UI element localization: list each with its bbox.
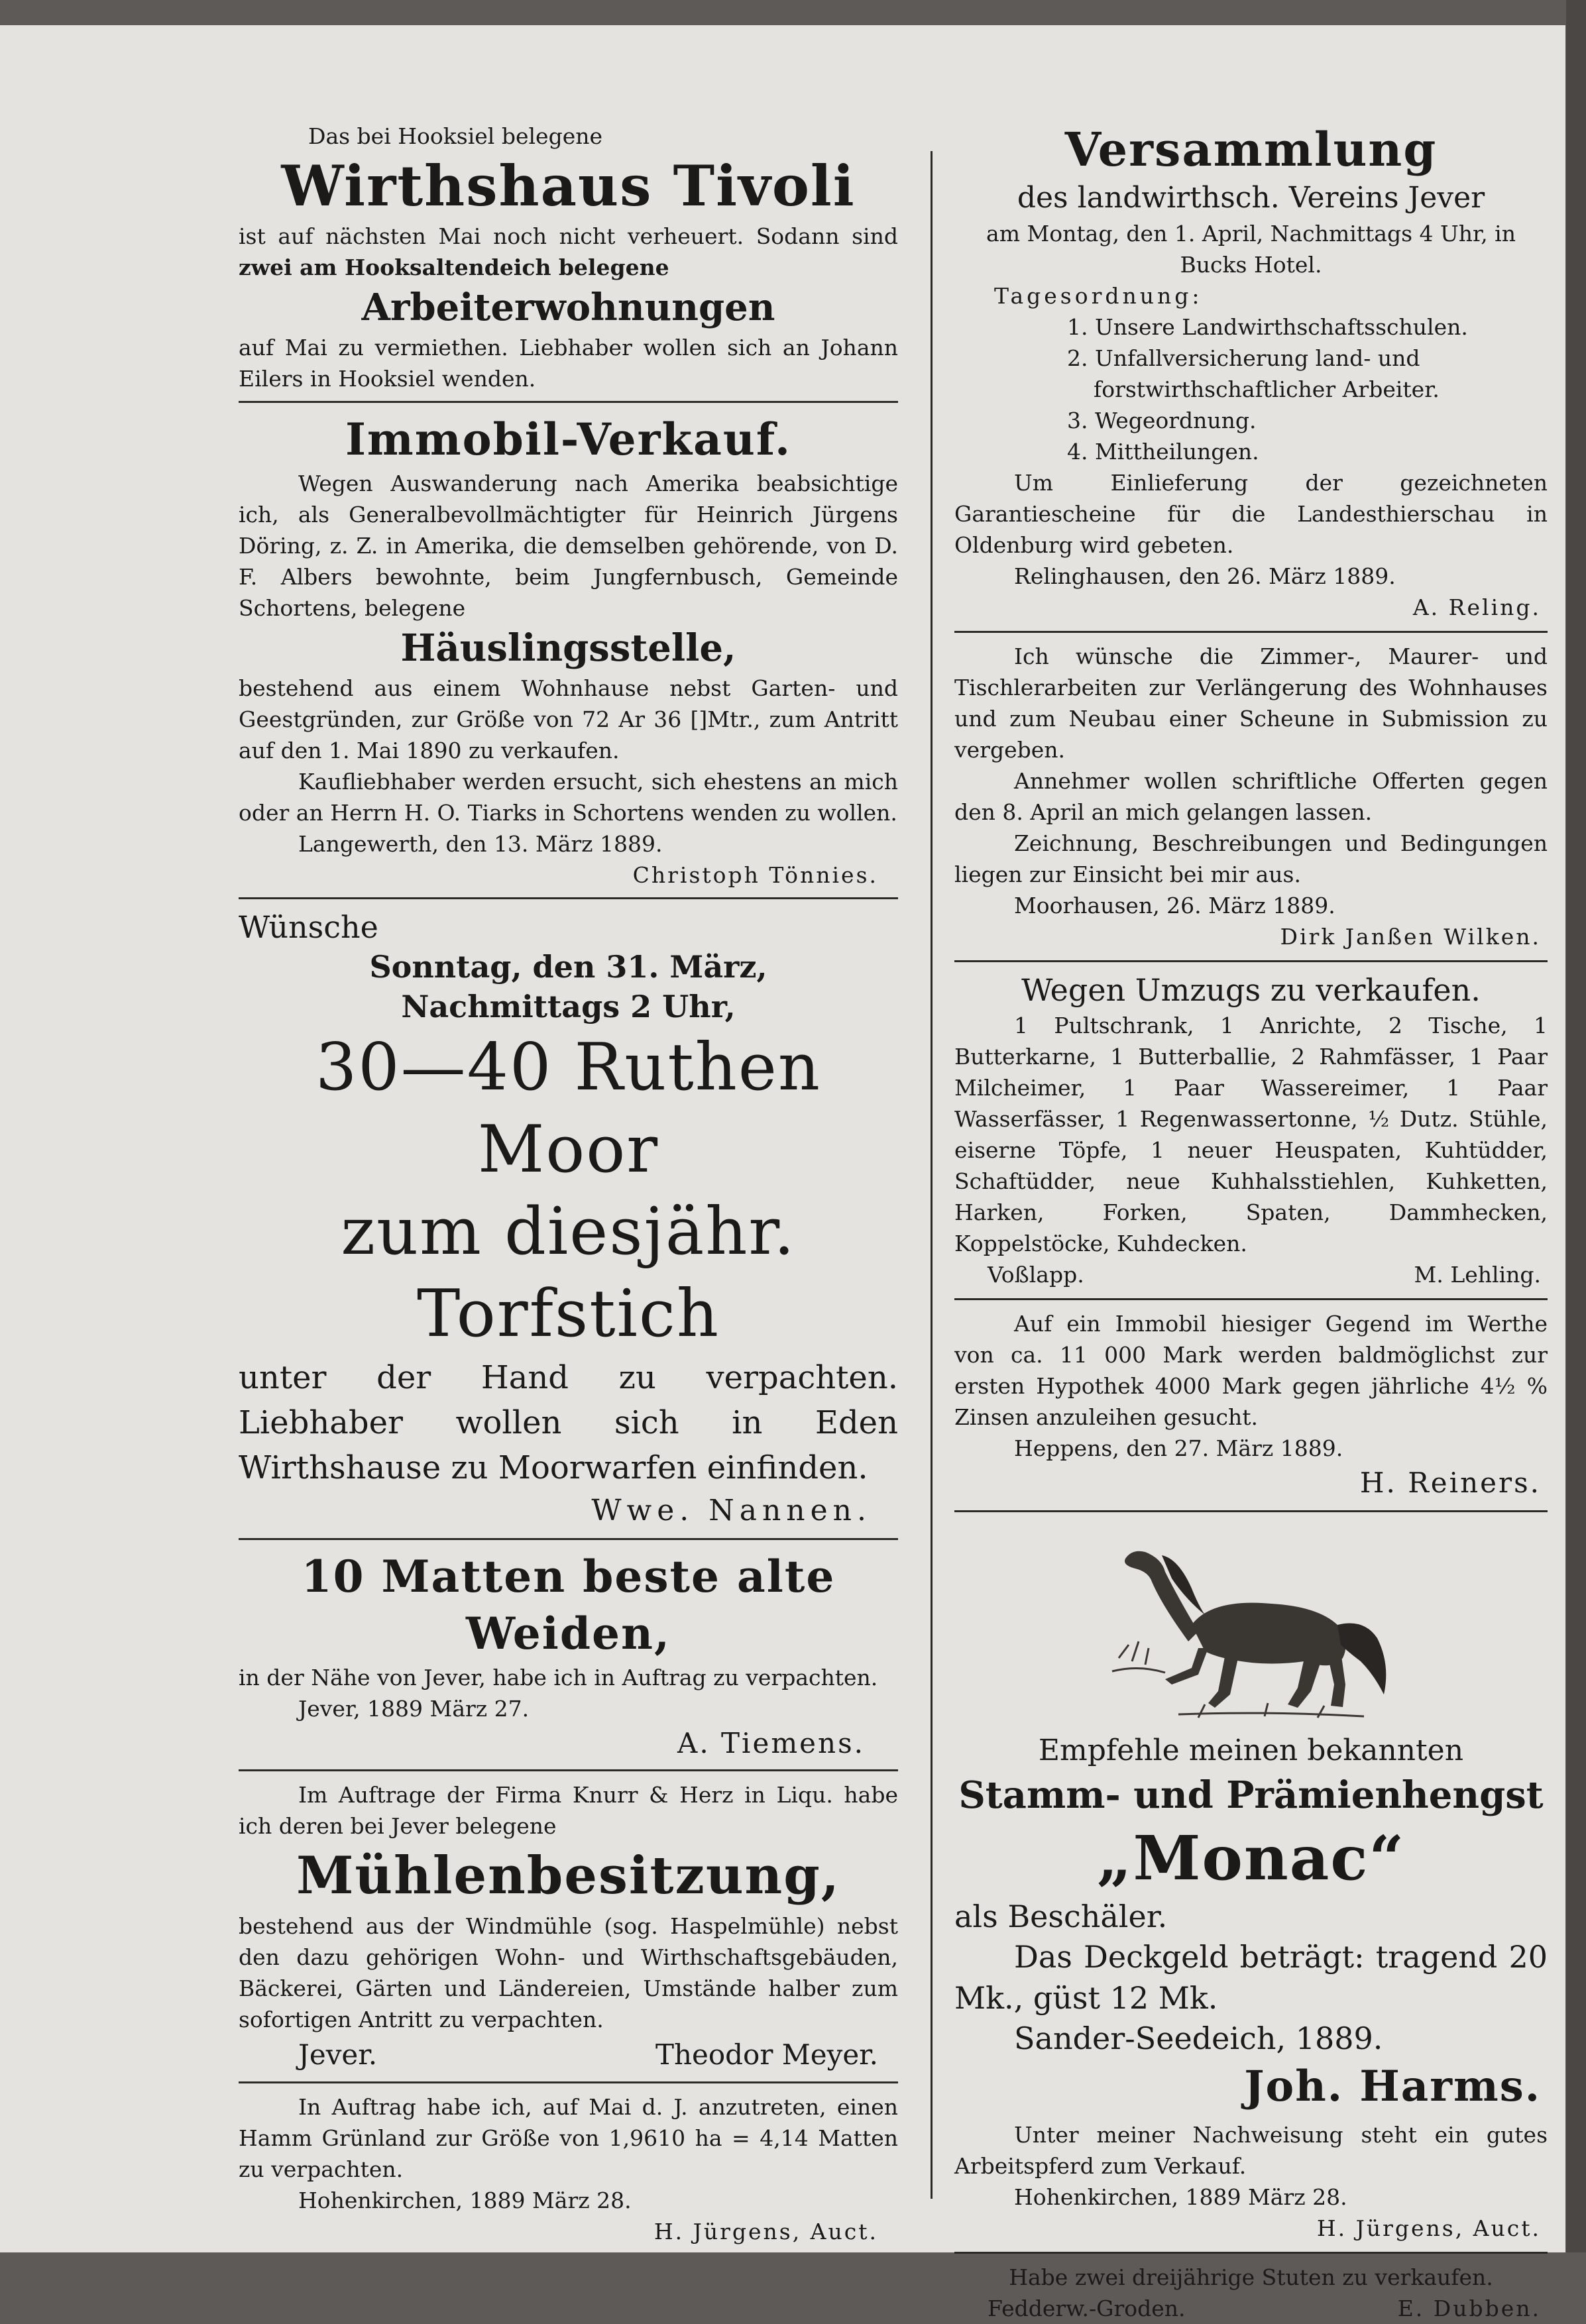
ad-wirthshaus-tivoli <box>239 121 898 394</box>
ad-text: Wegen Auswanderung nach Amerika beabsichtige ich, als Generalbevollmächtigter für Heinrich Jürgens Döring, z. Z. in Amerika, die demselben gehörende, von D. F. Albers bewohnte, beim Jungfernbusch, Gemeinde Schortens, belegene <box>239 470 898 621</box>
agenda-item: 2. Unfallversicherung land- und forstwirthschaftlicher Arbeiter. <box>1067 345 1440 402</box>
ad-line: als Beschäler. <box>954 1899 1168 1934</box>
ad-title: Immobil-Verkauf. <box>345 414 791 465</box>
horse-name: „Monac“ <box>1096 1822 1406 1894</box>
agenda-item: 4. Mittheilungen. <box>1067 439 1259 465</box>
ad-text: 1 Pultschrank, 1 Anrichte, 2 Tische, 1 Butterkarne, 1 Butterballie, 2 Rahmfässer, 1 Paar Milcheimer, 1 Paar Wassereimer, 1 Paar Wasserfässer, 1 Regenwassertonne, ½ Dutz. Stühle, eiserne Töpfe, 1 neuer Heuspaten, Kuhtüdder, Schaftüdder, neue Kuhhalsstiehlen, Kuhketten, Harken, Forken, Spaten, Dammhecken, Koppelstöcke, Kuhdecken. <box>954 1013 1548 1256</box>
ad-subtitle: Arbeiterwohnungen <box>361 286 775 329</box>
ad-signature: A. Tiemens. <box>677 1727 865 1759</box>
ad-place-date: Jever, 1889 März 27. <box>298 1696 530 1722</box>
ad-signature: A. Reling. <box>1412 594 1541 620</box>
ad-signature: Christoph Tönnies. <box>632 862 878 888</box>
ad-signature: Theodor Meyer. <box>655 2038 878 2071</box>
ad-title: 10 Matten beste alte <box>301 1551 836 1602</box>
ad-text: am Montag, den 1. April, Nachmittags 4 Uhr, in Bucks Hotel. <box>986 221 1516 278</box>
ad-intro: Das bei Hooksiel belegene <box>308 123 603 149</box>
ad-place: Voßlapp. <box>988 1262 1084 1288</box>
ad-hamm-gruenland <box>239 2091 898 2247</box>
ad-immobil-verkauf <box>239 411 898 891</box>
divider <box>954 2252 1548 2254</box>
ad-line: Empfehle meinen bekannten <box>1038 1734 1464 1767</box>
divider <box>954 1510 1548 1512</box>
ad-text: In Auftrag habe ich, auf Mai d. J. anzutreten, einen Hamm Grünland zur Größe von 1,9610 ha = 4,14 Matten zu verpachten. <box>239 2094 898 2182</box>
divider <box>954 960 1548 962</box>
horse-figure <box>1125 1551 1386 1708</box>
ad-title: Wegen Umzugs zu verkaufen. <box>1021 972 1481 1008</box>
newspaper-page <box>0 25 1565 2321</box>
ad-text: Unter meiner Nachweisung steht ein gutes Arbeitspferd zum Verkauf. <box>954 2122 1548 2179</box>
ad-line: Das Deckgeld beträgt: tragend 20 Mk., güst 12 Mk. <box>954 1939 1548 2016</box>
agenda-item: 3. Wegeordnung. <box>1067 408 1257 433</box>
ad-line: Nachmittags 2 Uhr, <box>401 989 736 1024</box>
ad-subtitle: Häuslingsstelle, <box>400 626 736 670</box>
divider <box>239 1769 898 1771</box>
horse-illustration <box>1099 1525 1404 1724</box>
ad-text <box>239 221 898 283</box>
divider <box>239 897 898 899</box>
divider <box>239 401 898 403</box>
ad-title: Mühlenbesitzung, <box>296 1846 840 1906</box>
ad-text: Ich wünsche die Zimmer-, Maurer- und Tischlerarbeiten zur Verlängerung des Wohnhauses und zum Neubau einer Scheune in Submission zu vergeben. <box>954 643 1548 763</box>
ad-text: Um Einlieferung der gezeichneten Garantiescheine für die Landesthierschau in Oldenburg wird gebeten. <box>954 470 1548 558</box>
ad-subtitle: Weiden, <box>466 1608 671 1659</box>
ad-text: Habe zwei dreijährige Stuten zu verkaufen. <box>1009 2264 1493 2290</box>
ad-place-date: Hohenkirchen, 1889 März 28. <box>1014 2184 1347 2210</box>
ad-place-date: Heppens, den 27. März 1889. <box>1014 1435 1343 1461</box>
ad-line: Sonntag, den 31. März, <box>369 949 767 985</box>
ad-headline: zum diesjähr. Torfstich <box>341 1194 796 1352</box>
ad-text-part: ist auf nächsten Mai noch nicht verheuert. Sodann sind <box>239 223 898 249</box>
ad-line: Stamm- und Prämienhengst <box>958 1773 1544 1817</box>
ad-place-date: Hohenkirchen, 1889 März 28. <box>298 2187 632 2213</box>
ad-text: in der Nähe von Jever, habe ich in Auftrag zu verpachten. <box>239 1665 878 1690</box>
ad-text: Auf ein Immobil hiesiger Gegend im Werthe von ca. 11 000 Mark werden baldmöglichst zur ersten Hypothek 4000 Mark gegen jährliche 4½ % Zinsen anzuleihen gesucht. <box>954 1311 1548 1430</box>
column-divider <box>931 151 933 2199</box>
ad-text: Kaufliebhaber werden ersucht, sich ehestens an mich oder an Herrn H. O. Tiarks in Schortens wenden zu wollen. <box>239 769 898 826</box>
ad-headline: 30—40 Ruthen Moor <box>315 1030 822 1188</box>
ad-footer <box>954 1259 1548 1290</box>
ad-place: Jever. <box>298 2038 378 2071</box>
ad-submission <box>954 641 1548 952</box>
left-column <box>239 121 898 2247</box>
ad-text: Im Auftrage der Firma Knurr & Herz in Liqu. habe ich deren bei Jever belegene <box>239 1782 898 1839</box>
ad-hypothek <box>954 1308 1548 1502</box>
ad-title: Wirthshaus Tivoli <box>281 153 856 219</box>
ad-arbeitspferd <box>954 2119 1548 2244</box>
divider <box>954 631 1548 633</box>
ad-signature: H. Jürgens, Auct. <box>653 2219 878 2244</box>
ad-signature: Wwe. Nannen. <box>591 1494 872 1527</box>
ad-umzug <box>954 970 1548 1290</box>
ad-text: Zeichnung, Beschreibungen und Bedingungen liegen zur Einsicht bei mir aus. <box>954 830 1548 887</box>
ad-signature: M. Lehling. <box>1414 1262 1541 1288</box>
ad-signature: E. Dubben. <box>1397 2296 1541 2321</box>
ad-place-date: Relinghausen, den 26. März 1889. <box>1014 563 1396 589</box>
ad-footer <box>954 2293 1548 2324</box>
agenda-label: Tagesordnung: <box>994 283 1203 309</box>
ad-text: bestehend aus einem Wohnhause nebst Garten- und Geestgründen, zur Größe von 72 Ar 36 []Mtr., zum Antritt auf den 1. Mai 1890 zu verkaufen. <box>239 675 898 763</box>
divider <box>954 1298 1548 1300</box>
ad-text-bold: zwei am Hooksaltendeich belegene <box>239 254 669 280</box>
ad-signature: H. Jürgens, Auct. <box>1316 2215 1541 2241</box>
ad-stuten <box>954 2262 1548 2324</box>
ad-place-date: Moorhausen, 26. März 1889. <box>1014 893 1335 918</box>
ad-monac <box>954 1525 1548 2115</box>
ad-ruthen-moor <box>239 907 898 1531</box>
ad-footer <box>239 2035 898 2075</box>
ad-text: auf Mai zu vermiethen. Liebhaber wollen sich an Johann Eilers in Hooksiel wenden. <box>239 335 898 392</box>
agenda-item: 1. Unsere Landwirthschaftsschulen. <box>1067 314 1468 340</box>
ad-matten-weiden <box>239 1548 898 1763</box>
ad-place: Fedderw.-Groden. <box>988 2296 1186 2321</box>
ad-place-date: Langewerth, den 13. März 1889. <box>298 831 663 857</box>
ad-text: unter der Hand zu verpachten. Liebhaber wollen sich in Eden Wirthshause zu Moorwarfen einfinden. <box>239 1359 898 1486</box>
ad-subtitle: des landwirthsch. Vereins Jever <box>1017 181 1485 215</box>
ad-place-date: Sander-Seedeich, 1889. <box>1014 2020 1383 2056</box>
ad-text: Annehmer wollen schriftliche Offerten gegen den 8. April an mich gelangen lassen. <box>954 768 1548 825</box>
ad-muehlenbesitzung <box>239 1779 898 2075</box>
divider <box>239 1538 898 1540</box>
ad-signature: Dirk Janßen Wilken. <box>1280 924 1541 950</box>
right-column <box>954 121 1548 2324</box>
ad-signature: H. Reiners. <box>1359 1466 1541 1499</box>
ad-title: Versammlung <box>1064 122 1438 177</box>
ad-text: bestehend aus der Windmühle (sog. Haspelmühle) nebst den dazu gehörigen Wohn- und Wirthschaftsgebäuden, Bäckerei, Gärten und Ländereien, Umstände halber zum sofortigen Antritt zu verpachten. <box>239 1913 898 2032</box>
divider <box>239 2081 898 2083</box>
page-edge <box>1566 0 1586 2252</box>
ad-line: Wünsche <box>239 909 378 945</box>
ad-versammlung <box>954 121 1548 623</box>
ad-signature: Joh. Harms. <box>1244 2062 1541 2111</box>
